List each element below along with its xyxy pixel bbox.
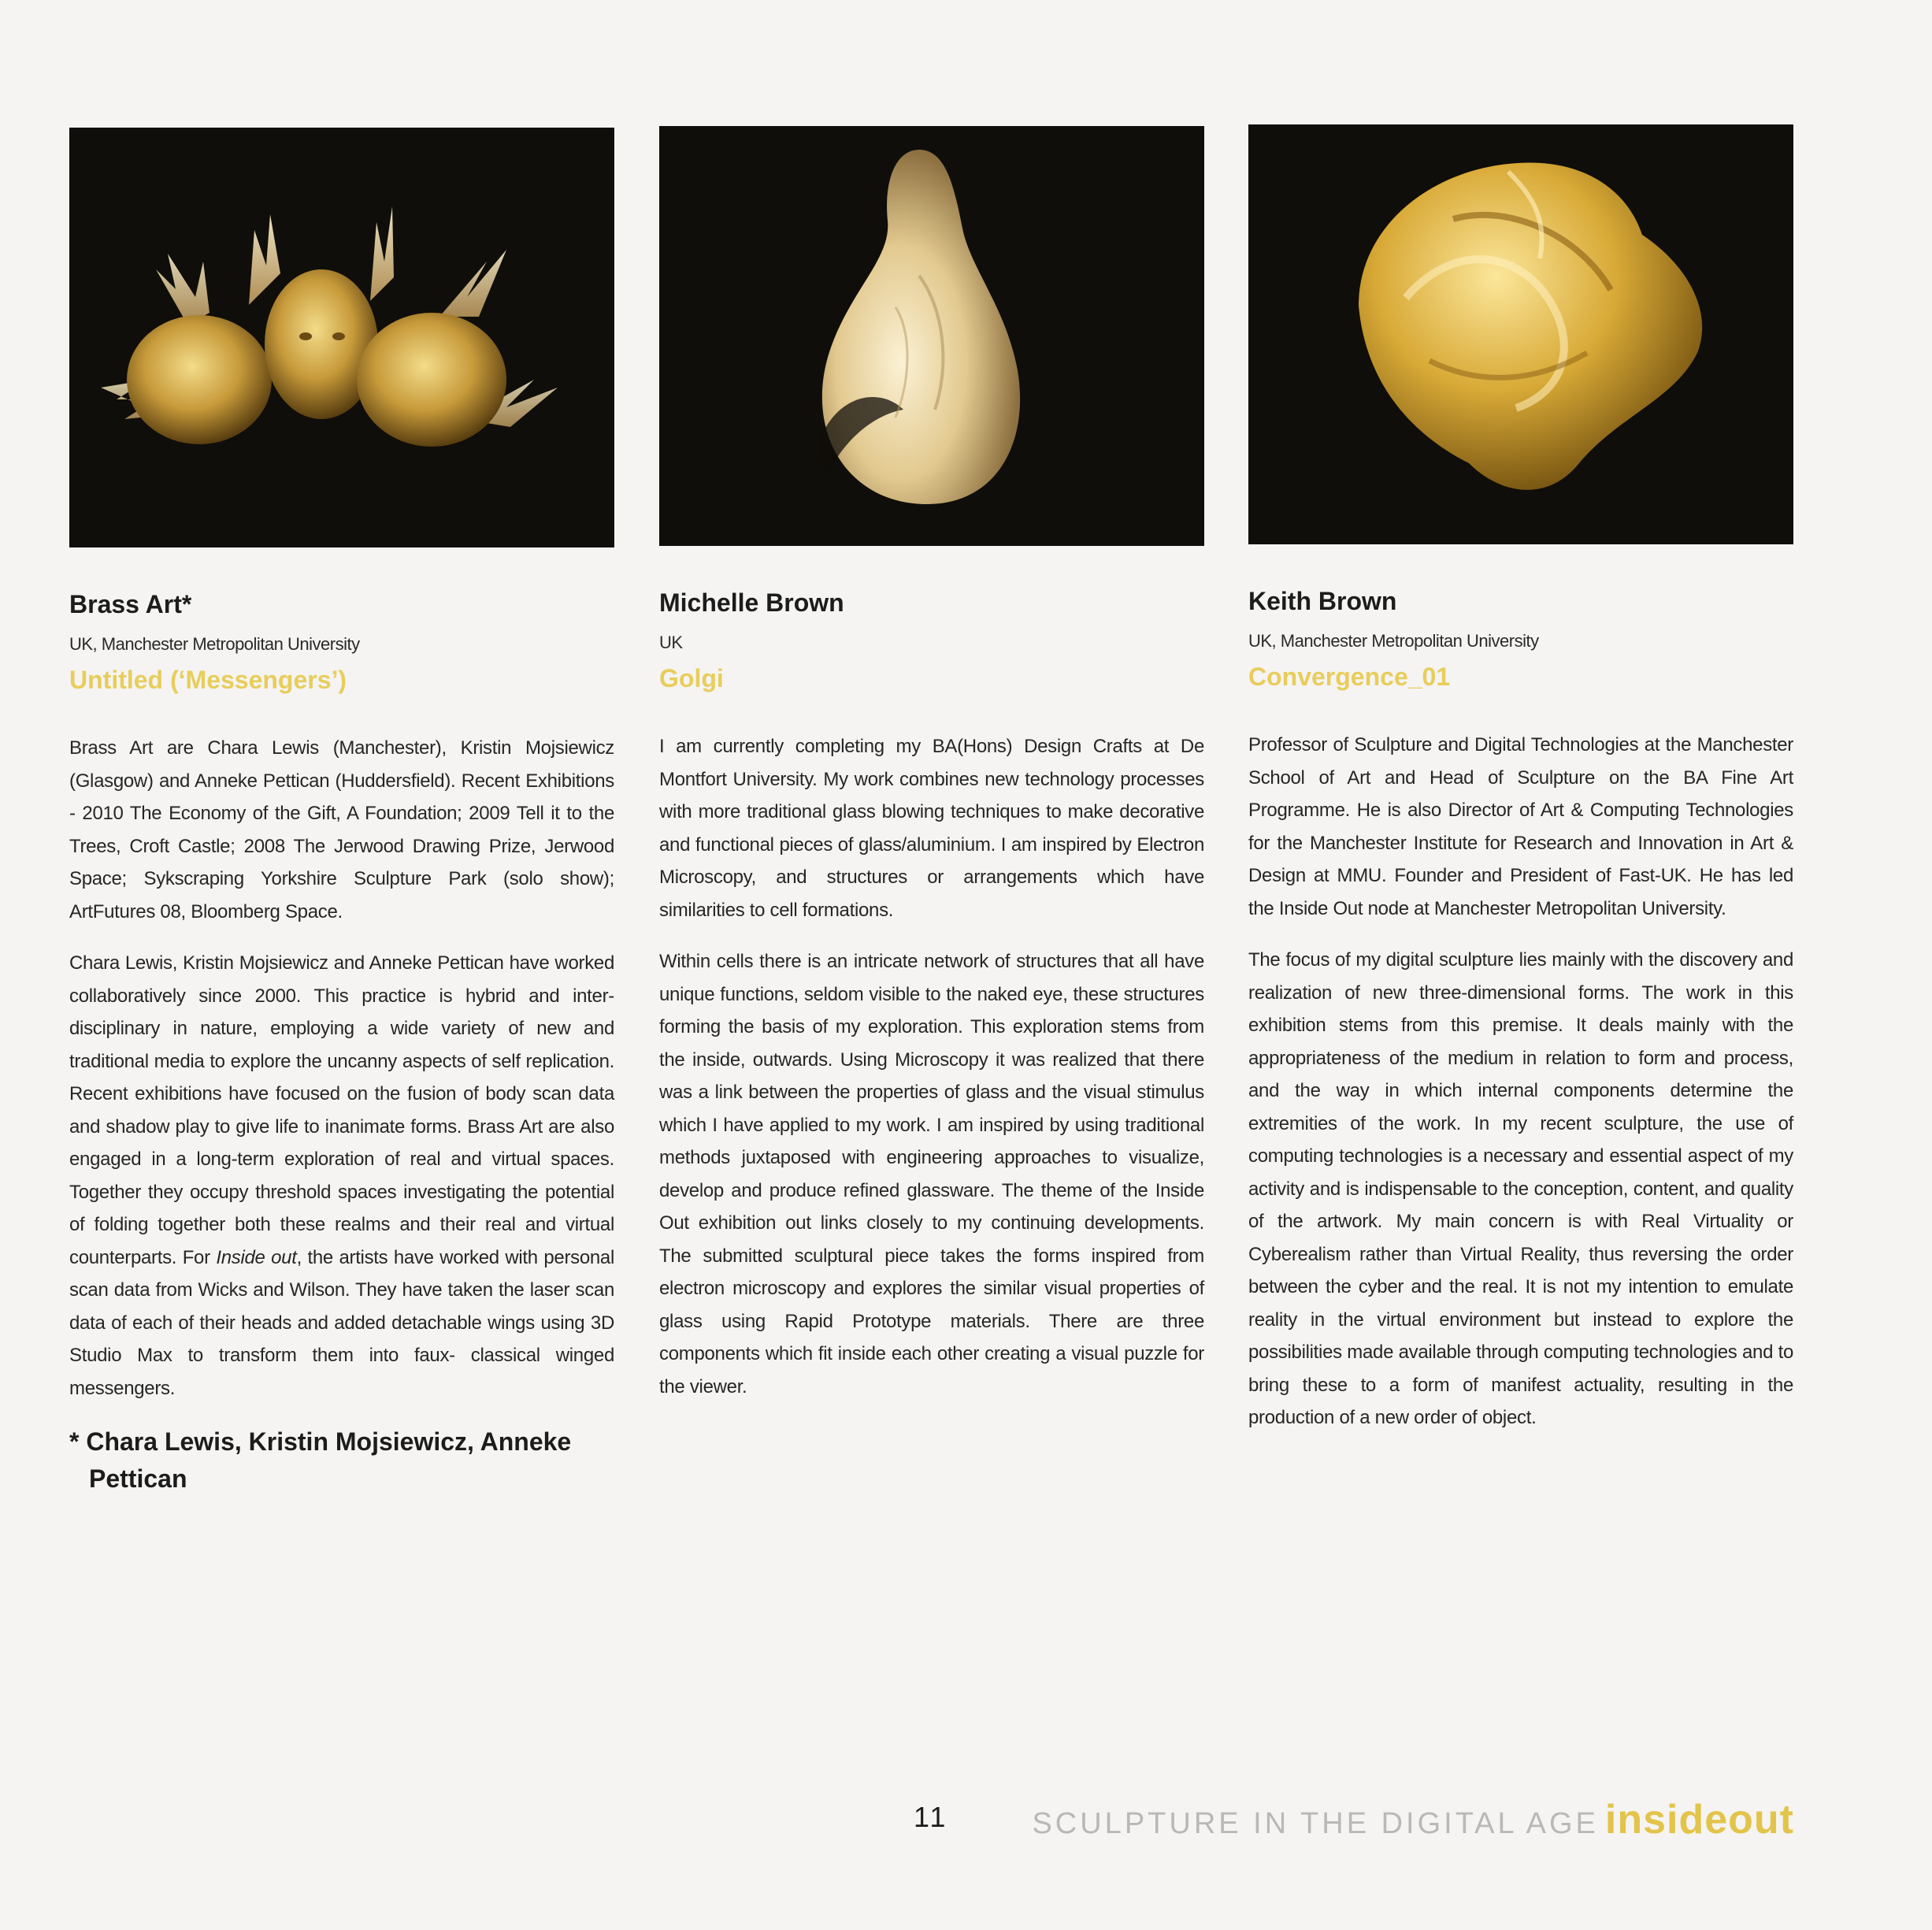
bio-paragraph: Within cells there is an intricate network of structures that all have unique functions, seldom visible to the naked eye, these structures forming the basis of my exploration. This exploration stems from the inside, outwards. Using Microscopy it was realized that there was a link between the properties of glass and the visual stimulus which I have applied to my work. I am inspired by using traditional methods juxtaposed with engineering approaches to visualize, develop and produce refined glassware. The theme of the Inside Out exhibition out links closely to my continuing developments. The submitted sculptural piece takes the forms inspired from electron microscopy and explores the similar visual properties of glass using Rapid Prototype materials. There are three components which fit inside each other creating a visual puzzle for the viewer. [659,951,1204,1397]
bio-paragraph-tail: , the artists have worked with personal scan data from Wicks and Wilson. They have taken the laser scan data of each of their heads and added detachable wings using 3D Studio Max to transform them into faux- classical winged messengers. [69,1246,615,1399]
artist-affiliation: UK [659,633,683,652]
entry-text [659,585,1204,1422]
artist-bio [69,732,614,1405]
work-title: Golgi [659,664,724,692]
bio-paragraph-body: Chara Lewis, Kristin Mojsiewicz and Anneke Pettican have worked collaboratively since 2000. This practice is hybrid and inter-disciplinary in nature, employing a wide variety of new and traditional media to explore the uncanny aspects of self replication. Recent exhibitions have focused on the fusion of body scan data and shadow play to give life to inanimate forms. Brass Art are also engaged in a long-term exploration of real and virtual spaces. Together they occupy threshold spaces investigating the potential of folding together both these realms and their real and virtual counterparts. For [69,952,614,1268]
bio-paragraph: The focus of my digital sculpture lies mainly with the discovery and realization of new three-dimensional forms. The work in this exhibition stems from this premise. It deals mainly with the appropriateness of the medium in relation to form and process, and the way in which internal components determine the extremities of the work. In my recent sculpture, the use of computing technologies is a necessary and essential aspect of my activity and is indispensable to the conception, content, and quality of the artwork. My main concern is with Real Virtuality or Cyberealism rather than Virtual Reality, thus reversing the order between the cyber and the real. It is not my intention to emulate reality in the virtual environment but instead to explore the possibilities made available through computing technologies and to bring these to a form of manifest actuality, resulting in the production of a new order of object. [1248,949,1793,1428]
artist-affiliation: UK, Manchester Metropolitan University [69,634,360,654]
artist-name: Michelle Brown [659,588,844,617]
collective-members-footnote: * Chara Lewis, Kristin Mojsiewicz, Anneke Pettican [69,1427,572,1493]
bio-paragraph: Professor of Sculpture and Digital Technologies at the Manchester School of Art and Head of Sculpture on the BA Fine Art Programme. He is also Director of Art & Computing Technologies for the Manchester Institute for Research and Innovation in Art & Design at MMU. Founder and President of Fast-UK. He has led the Inside Out node at Manchester Metropolitan University. [1248,734,1793,919]
exhibition-name-italic: Inside out [216,1246,297,1268]
bio-paragraph [69,947,614,1405]
glass-pear-sculpture-image [659,126,1204,546]
winged-heads-image [69,128,614,547]
artwork-photo-messengers [69,128,614,547]
work-title: Convergence_01 [1248,663,1451,691]
entry-text [1248,584,1793,1453]
page-number: 11 [914,1801,948,1833]
artist-name: Brass Art* [69,590,192,618]
artist-bio [659,730,1204,1403]
publication-brand-logo: insideout [1604,1797,1794,1843]
page-footer [0,1796,1932,1843]
artist-bio [1248,729,1793,1435]
work-title: Untitled (‘Messengers’) [69,666,347,694]
artwork-photo-convergence [1248,124,1793,544]
twisted-form-sculpture-image [1248,124,1793,544]
publication-series: SCULPTURE IN THE DIGITAL AGE [1032,1807,1599,1840]
artist-name: Keith Brown [1248,587,1397,615]
bio-paragraph: I am currently completing my BA(Hons) Design Crafts at De Montfort University. My work combines new technology processes with more traditional glass blowing techniques to make decorative and functional pieces of glass/aluminium. I am inspired by Electron Microscopy, and structures or arrangements which have similarities to cell formations. [659,736,1204,921]
publication-title [1032,1796,1794,1843]
artwork-photo-golgi [659,126,1204,546]
artist-affiliation: UK, Manchester Metropolitan University [1248,631,1539,651]
bio-paragraph: Brass Art are Chara Lewis (Manchester), Kristin Mojsiewicz (Glasgow) and Anneke Pettican (Huddersfield). Recent Exhibitions - 2010 The Economy of the Gift, A Foundation; 2009 Tell it to the Trees, Croft Castle; 2008 The Jerwood Drawing Prize, Jerwood Space; Sykscraping Yorkshire Sculpture Park (solo show); ArtFutures 08, Bloomberg Space. [69,737,614,922]
entry-text [69,587,614,1498]
